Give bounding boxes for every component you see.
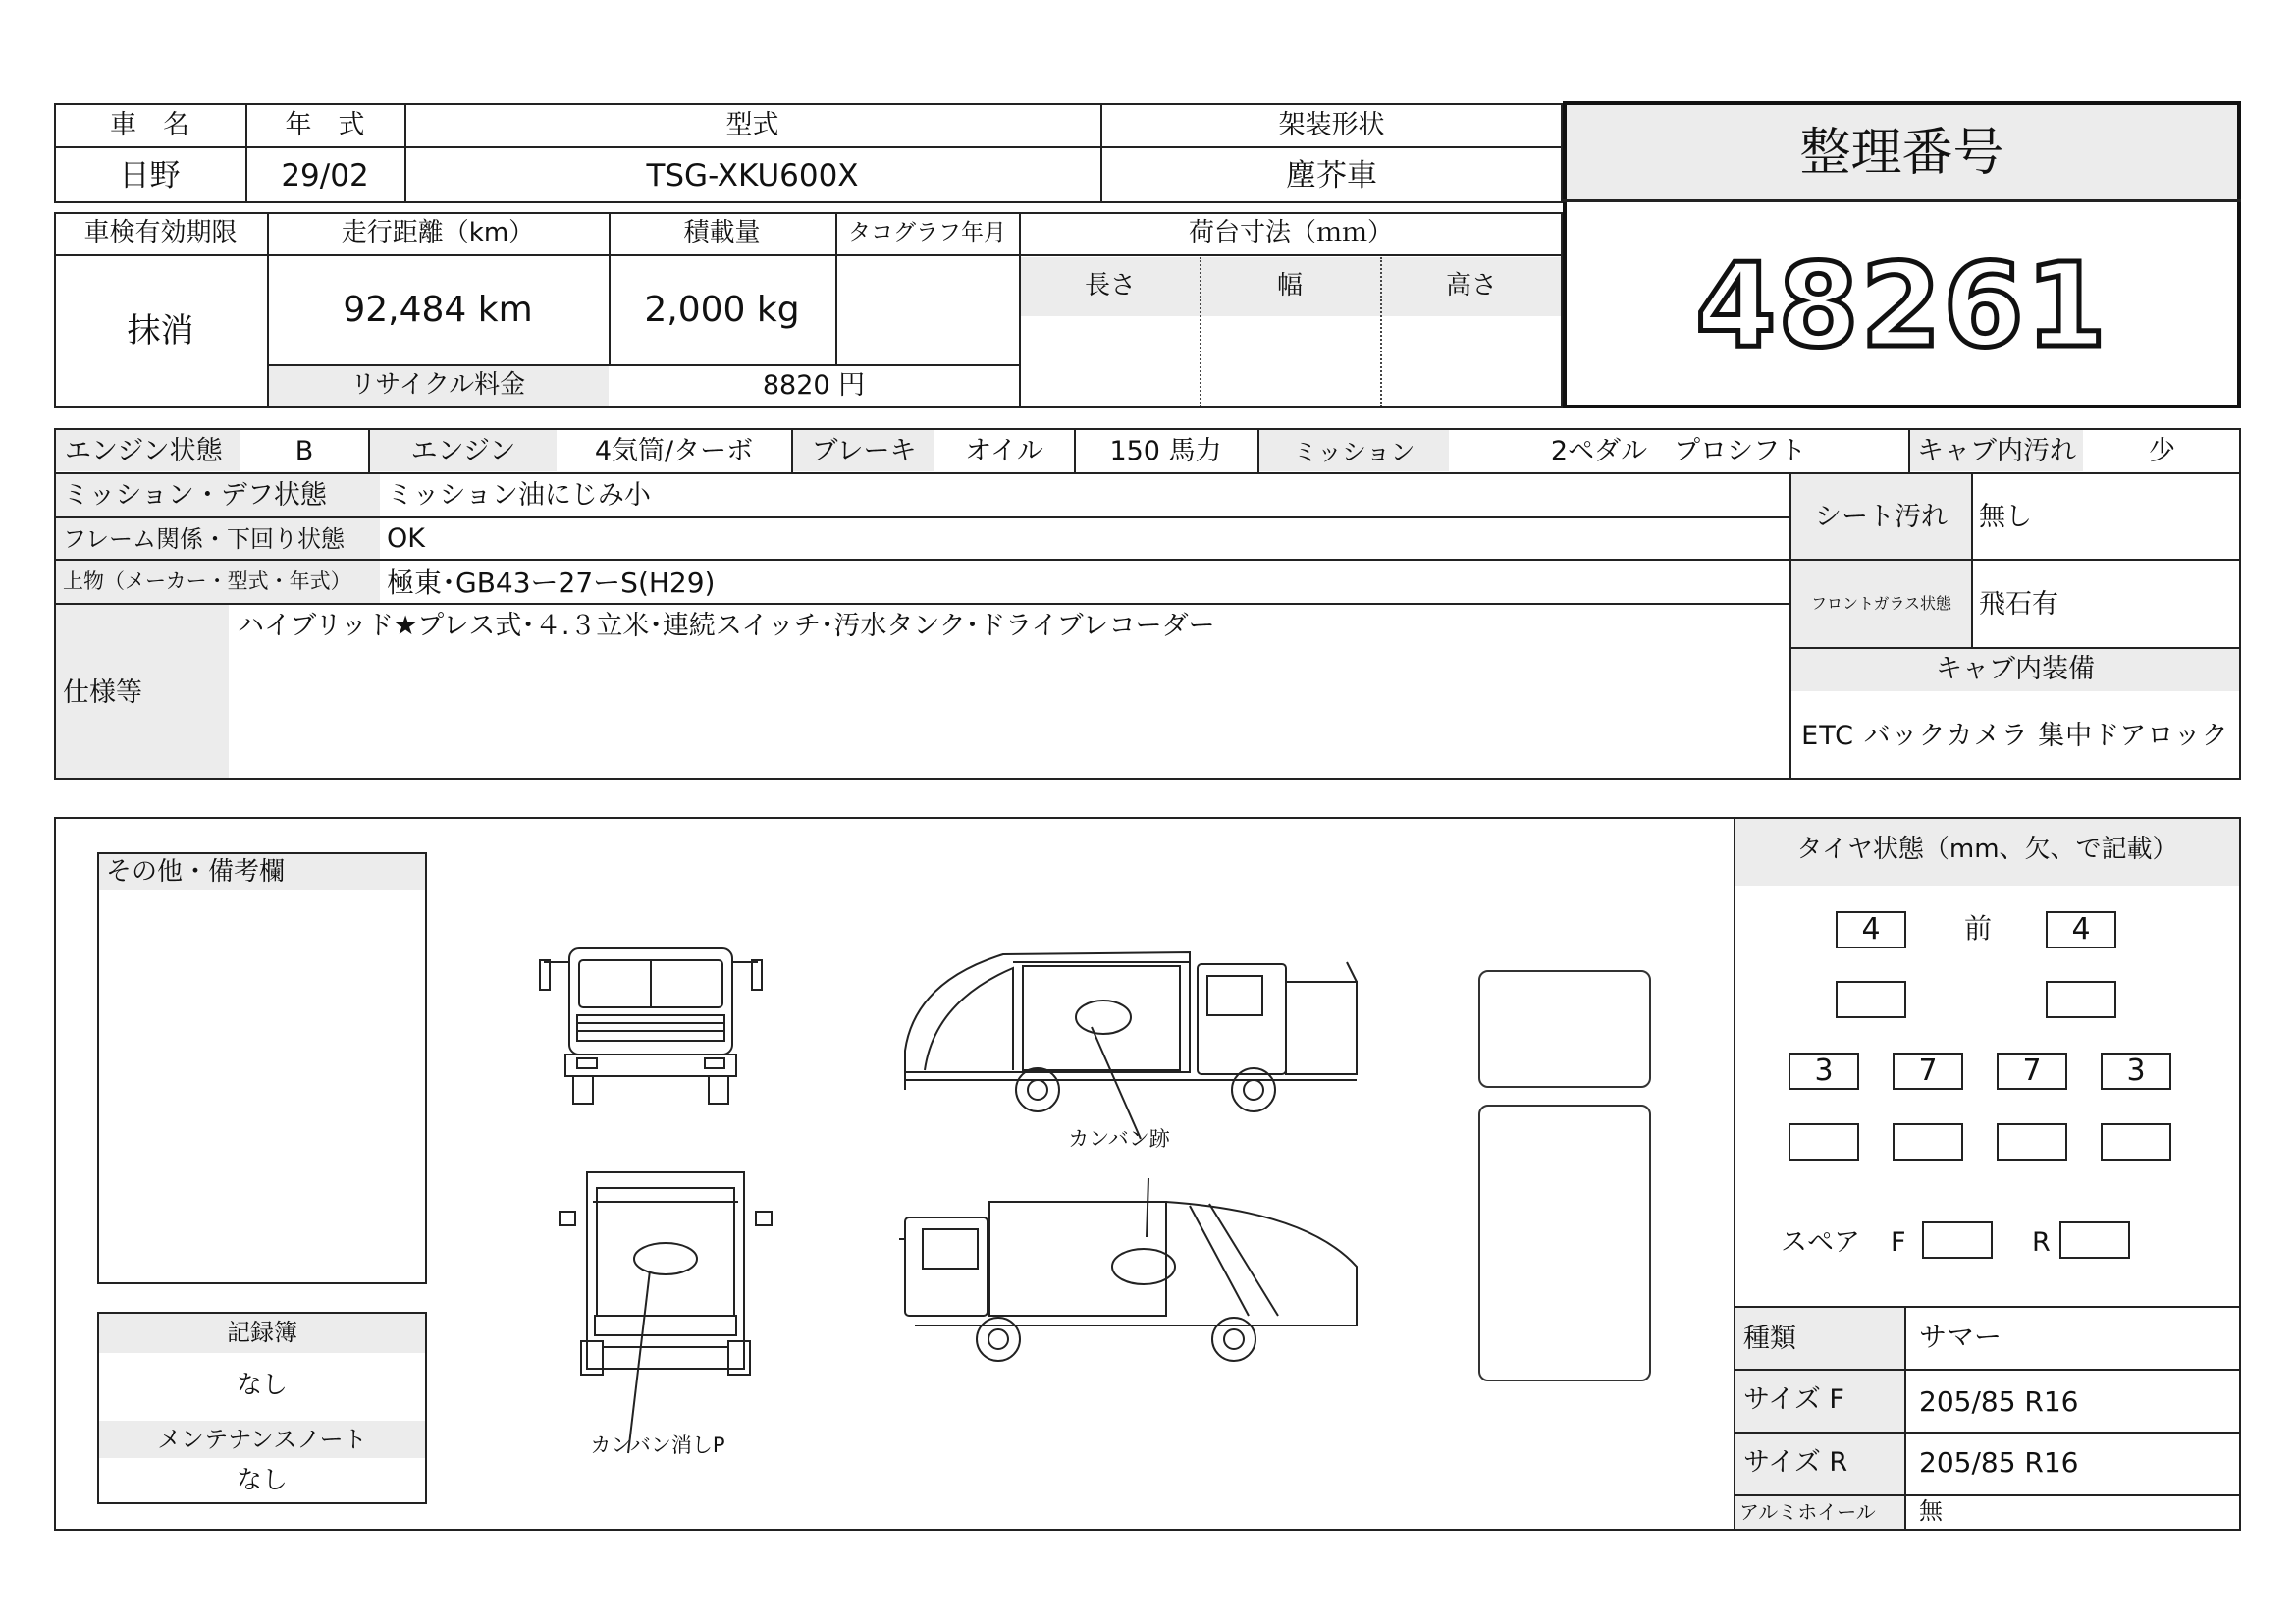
tire-rear-4b	[2101, 1123, 2171, 1161]
recycle-fee-label: リサイクル料金	[349, 370, 526, 400]
upper-body-label: 上物（メーカー・型式・年式）	[63, 569, 351, 593]
upper-body-value: 極東･GB43ー27ーS(H29)	[387, 567, 716, 599]
engine-value: 4気筒/ターボ	[594, 436, 754, 466]
tire-front-right: 4	[2046, 911, 2116, 948]
tire-rear-2b	[1893, 1123, 1963, 1161]
tire-state-title: タイヤ状態（mm、欠、で記載）	[1796, 835, 2178, 864]
remarks-label: その他・備考欄	[106, 857, 286, 887]
mission-diff-value: ミッション油にじみ小	[387, 480, 651, 511]
spare-rear-box	[2059, 1221, 2130, 1259]
truck-side-view-left	[895, 943, 1366, 1129]
side-mark-label: カンバン跡	[1068, 1127, 1170, 1151]
maintenance-label: メンテナンスノート	[157, 1426, 367, 1453]
header-model-label: 型式	[725, 110, 779, 140]
bed-length-label: 長さ	[1084, 271, 1136, 300]
spare-f-label: F	[1891, 1227, 1906, 1258]
horsepower-value: 150 馬力	[1109, 436, 1222, 466]
ref-number: 48261	[1695, 238, 2109, 373]
tire-rear-1b	[1789, 1123, 1859, 1161]
windshield-label: フロントガラス状態	[1810, 594, 1952, 613]
front-label: 前	[1963, 912, 1992, 945]
bed-size-label: 荷台寸法（ｍｍ）	[1188, 218, 1393, 247]
frame-value: OK	[387, 523, 425, 554]
spare-label: スペア	[1781, 1227, 1860, 1258]
tire-size-r-label: サイズ R	[1743, 1447, 1848, 1478]
tire-size-r-value: 205/85 R16	[1919, 1446, 2079, 1479]
engine-state-label: エンジン状態	[65, 436, 223, 466]
header-body-label: 架装形状	[1278, 110, 1385, 140]
vehicle-name: 日野	[119, 158, 181, 193]
maintenance-value: なし	[236, 1466, 288, 1495]
brake-label: ブレーキ	[811, 436, 917, 466]
tire-front-left-2	[1836, 981, 1906, 1018]
bed-width-label: 幅	[1276, 271, 1303, 300]
tire-rear-3: 7	[1997, 1053, 2067, 1090]
engine-label: エンジン	[410, 436, 516, 466]
mileage-label: 走行距離（km）	[341, 218, 535, 247]
header-name-label: 車 名	[110, 110, 189, 140]
cab-equipment-value: ETC バックカメラ 集中ドアロック	[1801, 721, 2229, 751]
truck-front-view	[538, 943, 764, 1109]
alumi-wheel-label: アルミホイール	[1739, 1500, 1876, 1524]
cab-dirt-value: 少	[2149, 436, 2175, 466]
rear-mark-label: カンバン消しP	[590, 1434, 725, 1457]
bed-height-label: 高さ	[1445, 271, 1497, 300]
engine-state-value: B	[294, 436, 314, 466]
vehicle-body: 塵芥車	[1286, 158, 1377, 193]
vehicle-year: 29/02	[281, 158, 369, 193]
alumi-wheel-value: 無	[1919, 1497, 1943, 1525]
spare-r-label: R	[2032, 1227, 2051, 1258]
tire-rear-2: 7	[1893, 1053, 1963, 1090]
mission-value: 2ペダル プロシフト	[1550, 436, 1807, 466]
tire-rear-1: 3	[1789, 1053, 1859, 1090]
spec-value: ハイブリッド★プレス式･４.３立米･連続スイッチ･汚水タンク･ドライブレコーダー	[238, 611, 1215, 641]
frame-label: フレーム関係・下回り状態	[63, 525, 346, 553]
tire-size-f-value: 205/85 R16	[1919, 1385, 2079, 1418]
tire-rear-3b	[1997, 1123, 2067, 1161]
tire-type-label: 種類	[1743, 1324, 1796, 1354]
seat-dirt-value: 無し	[1979, 502, 2032, 532]
truck-rear-view	[558, 1168, 774, 1384]
tire-type-value: サマー	[1919, 1321, 2002, 1353]
tire-front-left: 4	[1836, 911, 1906, 948]
spare-front-box	[1922, 1221, 1993, 1259]
remarks-box	[97, 852, 427, 1284]
capacity-value: 2,000 kg	[644, 290, 800, 330]
vehicle-model: TSG-XKU600X	[646, 158, 859, 193]
mission-diff-label: ミッション・デフ状態	[63, 480, 327, 511]
tire-front-right-2	[2046, 981, 2116, 1018]
brake-value: オイル	[965, 436, 1043, 466]
spec-label: 仕様等	[63, 677, 142, 708]
seat-dirt-label: シート汚れ	[1815, 502, 1948, 532]
cab-dirt-label: キャブ内汚れ	[1917, 436, 2076, 466]
inspection-value: 抹消	[127, 311, 194, 351]
tire-rear-4: 3	[2101, 1053, 2171, 1090]
tire-size-f-label: サイズ F	[1743, 1384, 1844, 1415]
mileage-value: 92,484 km	[343, 290, 533, 330]
record-value: なし	[236, 1371, 288, 1400]
tacho-label: タコグラフ年月	[848, 220, 1006, 245]
ref-number-label: 整理番号	[1799, 124, 2004, 183]
capacity-label: 積載量	[683, 218, 761, 247]
bed-top-view	[1478, 1105, 1651, 1381]
inspection-label: 車検有効期限	[83, 218, 238, 247]
record-label: 記録簿	[227, 1319, 297, 1346]
cab-equipment-label: キャブ内装備	[1936, 654, 2095, 684]
mission-label: ミッション	[1293, 438, 1415, 466]
recycle-fee-value: 8820 円	[762, 370, 866, 401]
truck-side-view-right	[895, 1178, 1366, 1384]
cab-top-view	[1478, 970, 1651, 1088]
header-year-label: 年 式	[285, 110, 365, 140]
windshield-value: 飛石有	[1979, 589, 2058, 620]
